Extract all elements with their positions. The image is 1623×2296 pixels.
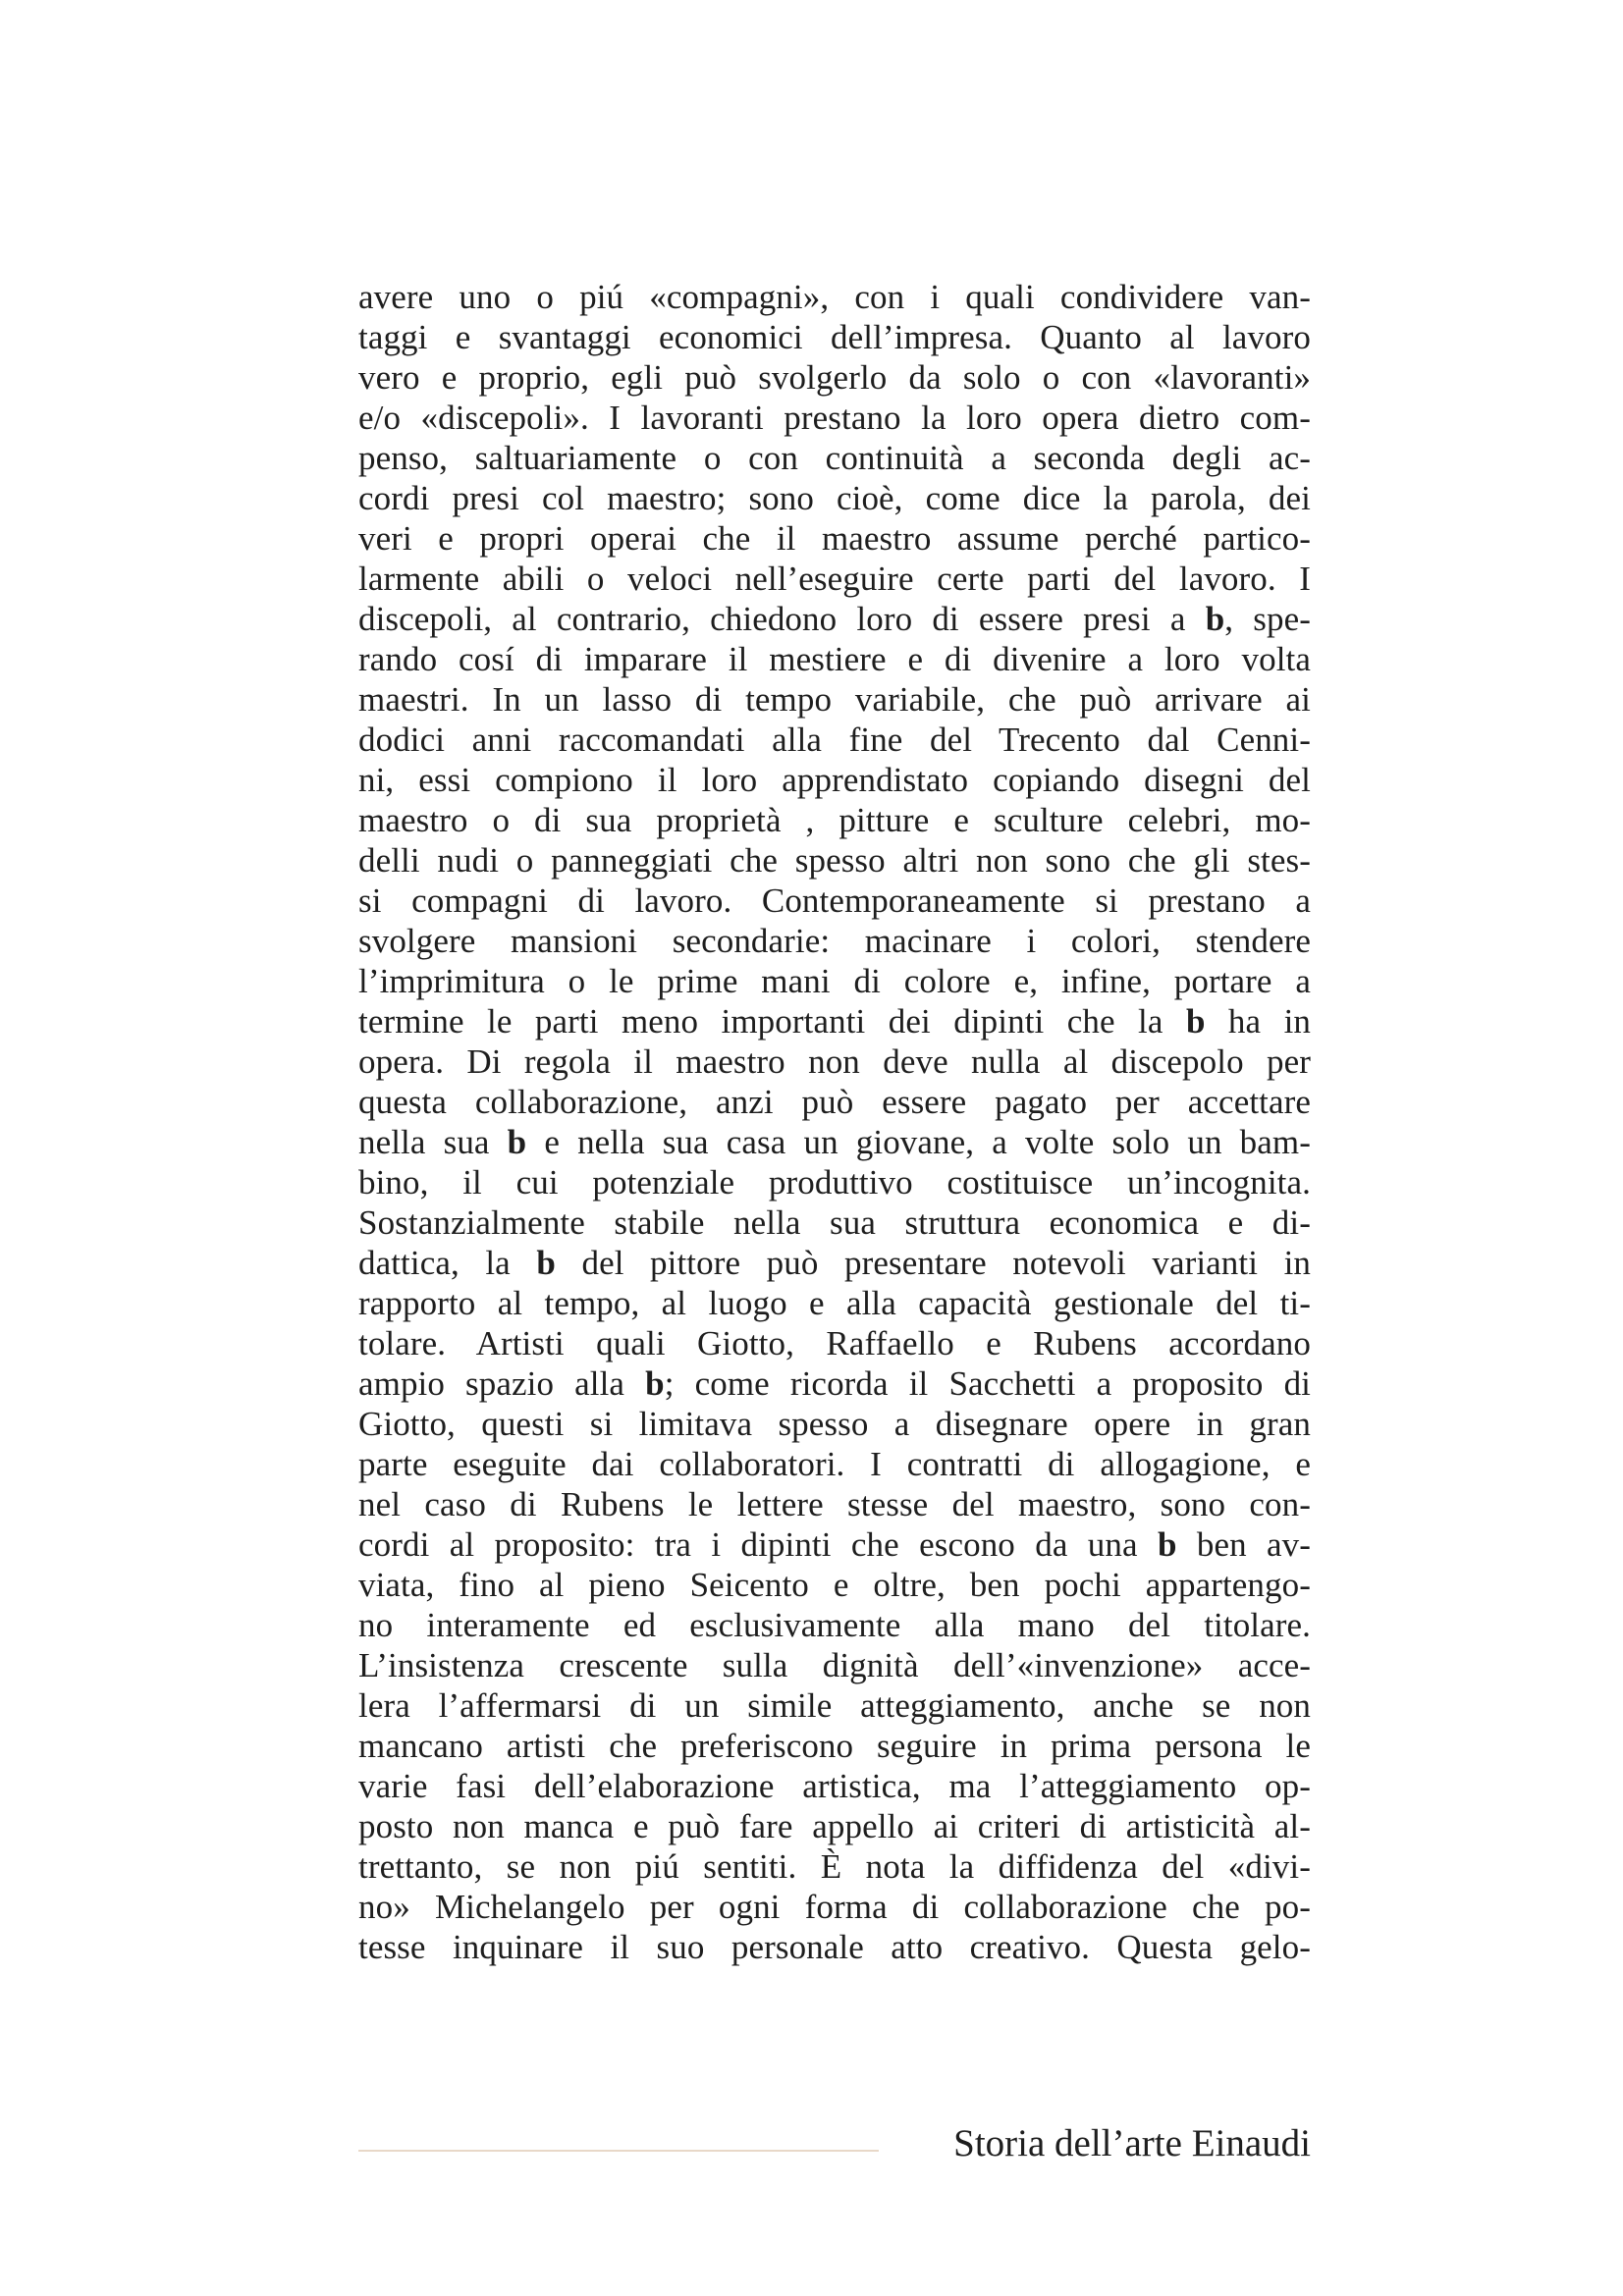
body-line: no interamente ed esclusivamente alla mano del titolare. — [358, 1606, 1311, 1644]
body-line: maestro o di sua proprietà , pitture e sculture celebri, mo- — [358, 801, 1311, 839]
body-line: larmente abili o veloci nell’eseguire certe parti del lavoro. I — [358, 560, 1311, 598]
body-line: e/o «discepoli». I lavoranti prestano la loro opera dietro com- — [358, 399, 1311, 437]
body-line: si compagni di lavoro. Contemporaneamente si prestano a — [358, 881, 1311, 920]
body-line: dodici anni raccomandati alla fine del Trecento dal Cenni- — [358, 721, 1311, 759]
body-line: posto non manca e può fare appello ai criteri di artisticità al- — [358, 1807, 1311, 1845]
body-line: veri e propri operai che il maestro assume perché partico- — [358, 519, 1311, 558]
body-line: delli nudi o panneggiati che spesso altri non sono che gli stes- — [358, 841, 1311, 880]
footer-rule — [358, 2150, 879, 2152]
body-line: trettanto, se non piú sentiti. È nota la diffidenza del «divi- — [358, 1847, 1311, 1886]
body-line: Giotto, questi si limitava spesso a disegnare opere in gran — [358, 1405, 1311, 1443]
body-line: rapporto al tempo, al luogo e alla capacità gestionale del ti- — [358, 1284, 1311, 1322]
body-line: tolare. Artisti quali Giotto, Raffaello e Rubens accordano — [358, 1324, 1311, 1362]
body-line: L’insistenza crescente sulla dignità dell’«invenzione» acce- — [358, 1646, 1311, 1684]
body-text — [358, 277, 1311, 1967]
bold-term: b — [1205, 600, 1225, 638]
bold-term: b — [507, 1123, 527, 1161]
body-line: nel caso di Rubens le lettere stesse del maestro, sono con- — [358, 1485, 1311, 1523]
body-line: mancano artisti che preferiscono seguire in prima persona le — [358, 1727, 1311, 1765]
bold-term: b — [1185, 1002, 1206, 1041]
body-line: l’imprimitura o le prime mani di colore e, infine, portare a — [358, 962, 1311, 1000]
footer-title: Storia dell’arte Einaudi — [953, 2122, 1311, 2164]
body-line: cordi al proposito: tra i dipinti che escono da una b ben av- — [358, 1525, 1311, 1564]
bold-term: b — [645, 1364, 665, 1403]
bold-term: b — [536, 1244, 556, 1282]
body-line: varie fasi dell’elaborazione artistica, ma l’atteggiamento op- — [358, 1767, 1311, 1805]
body-line: lera l’affermarsi di un simile atteggiamento, anche se non — [358, 1686, 1311, 1725]
body-line: discepoli, al contrario, chiedono loro di essere presi a b, spe- — [358, 600, 1311, 638]
body-line: opera. Di regola il maestro non deve nulla al discepolo per — [358, 1042, 1311, 1081]
body-line: viata, fino al pieno Seicento e oltre, ben pochi appartengo- — [358, 1566, 1311, 1604]
body-line: rando cosí di imparare il mestiere e di divenire a loro volta — [358, 640, 1311, 678]
body-line: termine le parti meno importanti dei dipinti che la b ha in — [358, 1002, 1312, 1041]
body-line: questa collaborazione, anzi può essere pagato per accettare — [358, 1083, 1311, 1121]
body-line: ni, essi compiono il loro apprendistato copiando disegni del — [358, 761, 1311, 799]
body-line: penso, saltuariamente o con continuità a seconda degli ac- — [358, 439, 1311, 477]
body-line: vero e proprio, egli può svolgerlo da solo o con «lavoranti» — [358, 358, 1311, 397]
body-line: svolgere mansioni secondarie: macinare i colori, stendere — [358, 922, 1311, 960]
body-line: taggi e svantaggi economici dell’impresa. Quanto al lavoro — [358, 318, 1311, 356]
body-line: nella sua b e nella sua casa un giovane, a volte solo un bam- — [358, 1123, 1311, 1161]
body-line: bino, il cui potenziale produttivo costituisce un’incognita. — [358, 1163, 1311, 1201]
body-line: parte eseguite dai collaboratori. I contratti di allogagione, e — [358, 1445, 1311, 1483]
body-line: cordi presi col maestro; sono cioè, come dice la parola, dei — [358, 479, 1311, 517]
body-line: dattica, la b del pittore può presentare notevoli varianti in — [358, 1244, 1311, 1282]
body-line: ampio spazio alla b; come ricorda il Sacchetti a proposito di — [358, 1364, 1312, 1403]
body-line: avere uno o piú «compagni», con i quali condividere van- — [358, 278, 1311, 316]
body-line: maestri. In un lasso di tempo variabile, che può arrivare ai — [358, 680, 1311, 719]
bold-term: b — [1157, 1525, 1177, 1564]
body-line: no» Michelangelo per ogni forma di collaborazione che po- — [358, 1888, 1311, 1926]
body-line: tesse inquinare il suo personale atto creativo. Questa gelo- — [358, 1928, 1311, 1966]
body-line: Sostanzialmente stabile nella sua struttura economica e di- — [358, 1203, 1311, 1242]
